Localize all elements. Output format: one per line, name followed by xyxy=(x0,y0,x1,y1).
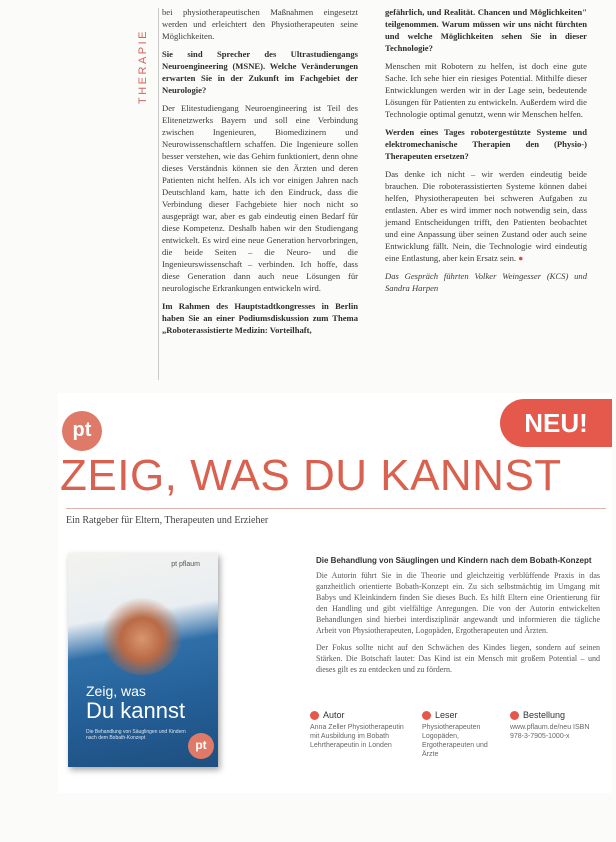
divider xyxy=(66,508,606,509)
question: Werden eines Tages robotergestützte Systeme und elektromechanische Therapien den (Physio-) Therapeuten ersetzen? xyxy=(385,127,587,161)
paragraph xyxy=(385,168,587,264)
ad-subline: Ein Ratgeber für Eltern, Therapeuten und Erzieher xyxy=(66,515,269,526)
description-title: Die Behandlung von Säuglingen und Kindern nach dem Bobath-Konzept xyxy=(316,556,592,565)
info-label: Leser xyxy=(435,710,458,720)
book-publisher: pt pflaum xyxy=(171,561,200,568)
ad-headline: ZEIG, WAS DU KANNST xyxy=(60,451,562,500)
paragraph: Der Elitestudiengang Neuroengineering ist Teil des Elitenetzwerks Bayern und soll eine Verbindung zwischen Ingenieuren, Biomedizinern und Neurowissenschaftlern schaffen. Die Ingenieure sollen besser verstehen, wie das Gehirn funktioniert, denn ohne dieses Verständnis können sie den Ärzten und deren Patienten nicht helfen. Als ich vor einigen Jahren nach Deutschland kam, hatte ich den Eindruck, dass die Verbindung dieser Fachgebiete hier noch nicht so ausgeprägt war, aber es gab eindeutig einen Bedarf für diese Kompetenz. Deshalb haben wir den Studiengang entwickelt. Es wird eine neue Generation hervorbringen, die beide Seiten – die Neuro- und die Ingenieurswissenschaft – verbinden. Ich hoffe, dass diese Generation dann auch neue Lösungen für neurologische Erkrankungen entwickeln wird. xyxy=(162,103,358,293)
description-paragraph: Die Autorin führt Sie in die Theorie und gleichzeitig verblüffende Praxis in das ganzheitlich orientierte Bobath-Konzept ein. Zu sich selbstmächtig im Umgang mit Babys und Kleinkindern finden Sie dieses Buch. Es hilft Eltern eine Orientierung für den Handling und gibt vielfältige Anregungen. Die von der Autorin entwickelten Behandlungen sind hierbei interdisziplinär angewandt und informieren die tägliche Arbeit von Physiotherapeuten, Logopäden, Ergotherapeuten und Ärzten. xyxy=(316,571,600,635)
info-autor xyxy=(310,711,414,750)
question: gefährlich, und Realität. Chancen und Möglichkeiten" teilgenommen. Warum müssen wir uns nicht fürchten und welche Möglichkeiten sehen Sie in dieser Technologie? xyxy=(385,7,587,53)
bullet-icon xyxy=(422,711,431,720)
book-logo: pt xyxy=(188,733,214,759)
bullet-icon xyxy=(510,711,519,720)
description-paragraph: Der Fokus sollte nicht auf den Schwächen des Kindes liegen, sondern auf seinen Stärken. Die Botschaft lautet: Das Kind ist ein Mensch mit großem Potential – und dieses gilt es zu entdecken und zu fördern. xyxy=(316,643,600,674)
book-subtitle: Die Behandlung von Säuglingen und Kindern nach dem Bobath-Konzept xyxy=(86,729,186,741)
article-column-2 xyxy=(385,6,587,300)
book-title xyxy=(86,683,185,723)
info-text[interactable]: www.pflaum.de/neu ISBN 978-3-7905-1000-x xyxy=(510,724,590,740)
book-cover[interactable] xyxy=(68,553,218,767)
book-title-line-2: Du kannst xyxy=(86,698,186,723)
new-badge: NEU! xyxy=(500,399,612,447)
question: Im Rahmen des Hauptstadtkongresses in Berlin haben Sie an einer Podiumsdiskussion zum Thema „Roboterassistierte Medizin: Vorteilhaft, xyxy=(162,301,358,335)
info-bestellung[interactable] xyxy=(510,711,602,741)
section-label: THERAPIE xyxy=(137,28,149,104)
answer-text: Das denke ich nicht – wir werden eindeutig beide brauchen. Die roboterassistierten Systeme können dabei helfen, Physiotherapeuten bei schweren Aufgaben zu entlasten. Aber es wird immer noch notwendig sein, dass jemand Entscheidungen trifft, den Patienten beobachtet und eine Anpassung über seinen Zustand oder auch seine Entwicklung fällt. Nein, die Technologie wird eindeutig eine Entlastung, aber kein Ersatz sein. xyxy=(385,169,587,263)
article-column-1 xyxy=(162,6,358,342)
question: Sie sind Sprecher des Ultrastudiengangs Neuroengineering (MSNE). Welche Veränderungen erwarten Sie in der Zukunft im Fachgebiet der Neurologie? xyxy=(162,49,358,95)
paragraph: bei physiotherapeutischen Maßnahmen eingesetzt werden und erleichtert den Physiotherapeuten seine Möglichkeiten. xyxy=(162,7,358,41)
info-leser xyxy=(422,711,506,759)
book-figure-image xyxy=(102,595,182,675)
publisher-logo: pt xyxy=(62,411,102,451)
bullet-icon xyxy=(310,711,319,720)
info-text: Physiotherapeuten Logopäden, Ergotherapeuten und Ärzte xyxy=(422,724,488,758)
end-mark-icon: ● xyxy=(518,253,524,263)
description xyxy=(316,570,600,681)
column-divider xyxy=(158,8,159,380)
info-label: Autor xyxy=(323,710,345,720)
book-advertisement[interactable] xyxy=(58,393,612,793)
info-label: Bestellung xyxy=(523,710,566,720)
info-text: Anna Zeller Physiotherapeutin mit Ausbildung im Bobath Lehrtherapeutin in Londen xyxy=(310,724,404,749)
paragraph: Menschen mit Robotern zu helfen, ist doch eine gute Sache. Ich sehe hier ein riesiges Potential. Mithilfe dieser Entwicklungen werden wir in der Lage sein, bedeutende Lösungen für Patienten zu entwickeln. Außerdem wird die Technologie optimal genutzt, wenn wir Menschen helfen. xyxy=(385,61,587,119)
book-title-line-1: Zeig, was xyxy=(86,683,146,699)
interview-credit: Das Gespräch führten Volker Weingesser (KCS) und Sandra Harpen xyxy=(385,271,587,293)
